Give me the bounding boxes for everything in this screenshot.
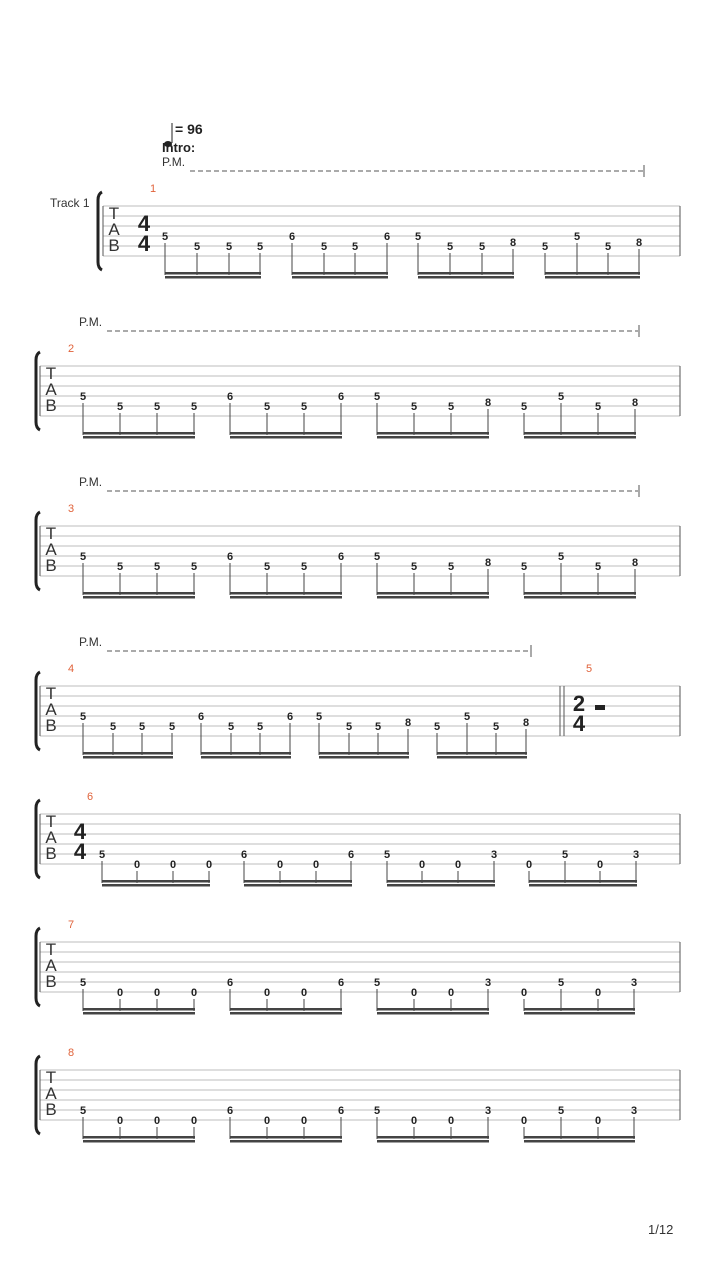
fret-number: 0: [418, 859, 426, 871]
fret-number: 3: [490, 849, 498, 861]
system-bracket: [36, 672, 40, 750]
time-signature-bottom: 4: [73, 839, 87, 864]
fret-number: 0: [312, 859, 320, 871]
fret-number: 5: [98, 849, 106, 861]
fret-number: 5: [320, 241, 328, 253]
tab-clef-letter: A: [45, 956, 57, 975]
half-rest-icon: [595, 705, 605, 710]
fret-number: 5: [373, 551, 381, 563]
beam-primary: [83, 592, 195, 595]
palm-mute-label: P.M.: [79, 475, 103, 489]
fret-number: 5: [190, 401, 198, 413]
tab-clef-letter: B: [45, 972, 57, 991]
fret-number: 0: [169, 859, 177, 871]
fret-number: 0: [594, 1115, 602, 1127]
fret-number: 5: [263, 401, 271, 413]
beam-primary: [83, 752, 173, 755]
fret-number: 8: [484, 397, 492, 409]
beam-primary: [387, 880, 495, 883]
system-bracket: [98, 192, 102, 270]
fret-number: 3: [484, 977, 492, 989]
fret-number: 3: [632, 849, 640, 861]
beam-secondary: [319, 756, 409, 759]
fret-number: 5: [383, 849, 391, 861]
fret-number: 6: [337, 977, 345, 989]
fret-number: 3: [630, 977, 638, 989]
fret-number: 5: [594, 561, 602, 573]
fret-number: 5: [351, 241, 359, 253]
beam-primary: [230, 592, 342, 595]
fret-number: 5: [263, 561, 271, 573]
beam-primary: [230, 1136, 342, 1139]
beam-secondary: [377, 1140, 489, 1143]
beam-primary: [165, 272, 261, 275]
beam-primary: [545, 272, 640, 275]
section-label: Intro:: [162, 140, 196, 155]
fret-number: 8: [522, 717, 530, 729]
fret-number: 0: [263, 1115, 271, 1127]
fret-number: 0: [594, 987, 602, 999]
fret-number: 5: [594, 401, 602, 413]
fret-number: 5: [79, 391, 87, 403]
fret-number: 0: [596, 859, 604, 871]
fret-number: 6: [226, 1105, 234, 1117]
beam-primary: [524, 592, 636, 595]
fret-number: 0: [153, 1115, 161, 1127]
page-number: 1/12: [648, 1222, 674, 1237]
fret-number: 8: [635, 237, 643, 249]
measure-number: 3: [68, 503, 75, 515]
beam-secondary: [524, 1012, 635, 1015]
fret-number: 0: [263, 987, 271, 999]
beam-primary: [377, 1008, 489, 1011]
fret-number: 6: [383, 231, 391, 243]
beam-secondary: [230, 1012, 342, 1015]
beam-primary: [244, 880, 352, 883]
fret-number: 0: [276, 859, 284, 871]
tab-clef-letter: T: [45, 364, 57, 383]
fret-number: 5: [410, 561, 418, 573]
fret-number: 5: [300, 401, 308, 413]
fret-number: 8: [631, 397, 639, 409]
beam-primary: [524, 1136, 635, 1139]
fret-number: 5: [300, 561, 308, 573]
beam-secondary: [83, 1012, 195, 1015]
measure-number: 5: [586, 663, 593, 675]
beam-primary: [319, 752, 409, 755]
palm-mute-label: P.M.: [162, 155, 186, 169]
track-name: Track 1: [50, 196, 90, 210]
fret-number: 5: [447, 401, 455, 413]
beam-secondary: [83, 596, 195, 599]
tab-clef-letter: A: [45, 380, 57, 399]
tab-clef-letter: B: [45, 716, 57, 735]
system-bracket: [36, 800, 40, 878]
fret-number: 5: [373, 1105, 381, 1117]
fret-number: 6: [240, 849, 248, 861]
palm-mute-label: P.M.: [79, 635, 103, 649]
beam-secondary: [418, 276, 514, 279]
tab-clef-letter: A: [45, 700, 57, 719]
fret-number: 6: [286, 711, 294, 723]
system-bracket: [36, 1056, 40, 1134]
beam-secondary: [230, 436, 342, 439]
beam-secondary: [230, 596, 342, 599]
beam-primary: [377, 432, 489, 435]
tab-clef-letter: T: [108, 204, 120, 223]
fret-number: 5: [374, 721, 382, 733]
fret-number: 5: [373, 977, 381, 989]
time-signature-top: 2: [572, 691, 586, 716]
fret-number: 5: [116, 561, 124, 573]
beam-secondary: [387, 884, 495, 887]
time-signature-bottom: 4: [572, 711, 586, 736]
measure-number: 8: [68, 1047, 75, 1059]
fret-number: 0: [190, 1115, 198, 1127]
measure-number: 2: [68, 343, 75, 355]
beam-primary: [230, 1008, 342, 1011]
beam-primary: [524, 432, 636, 435]
beam-secondary: [524, 436, 636, 439]
fret-number: 5: [79, 977, 87, 989]
beam-primary: [418, 272, 514, 275]
time-signature-top: 4: [73, 819, 87, 844]
beam-secondary: [377, 1012, 489, 1015]
beam-primary: [529, 880, 637, 883]
fret-number: 5: [541, 241, 549, 253]
measure-number: 4: [68, 663, 75, 675]
beam-secondary: [437, 756, 527, 759]
system-bracket: [36, 352, 40, 430]
tab-clef-letter: A: [45, 540, 57, 559]
fret-number: 5: [410, 401, 418, 413]
measure-number: 6: [87, 791, 94, 803]
fret-number: 5: [256, 721, 264, 733]
fret-number: 5: [138, 721, 146, 733]
beam-secondary: [545, 276, 640, 279]
fret-number: 6: [337, 551, 345, 563]
fret-number: 5: [520, 401, 528, 413]
fret-number: 5: [161, 231, 169, 243]
fret-number: 5: [79, 711, 87, 723]
fret-number: 5: [79, 551, 87, 563]
fret-number: 0: [525, 859, 533, 871]
fret-number: 5: [433, 721, 441, 733]
tab-clef-letter: B: [45, 556, 57, 575]
fret-number: 3: [484, 1105, 492, 1117]
beam-primary: [102, 880, 210, 883]
fret-number: 6: [337, 1105, 345, 1117]
fret-number: 5: [345, 721, 353, 733]
time-signature-bottom: 4: [137, 231, 151, 256]
fret-number: 5: [225, 241, 233, 253]
fret-number: 8: [631, 557, 639, 569]
beam-primary: [524, 1008, 635, 1011]
fret-number: 5: [414, 231, 422, 243]
fret-number: 0: [190, 987, 198, 999]
fret-number: 5: [109, 721, 117, 733]
fret-number: 5: [604, 241, 612, 253]
fret-number: 0: [447, 987, 455, 999]
fret-number: 0: [300, 1115, 308, 1127]
fret-number: 8: [509, 237, 517, 249]
fret-number: 5: [557, 1105, 565, 1117]
tempo-value: 96: [187, 121, 203, 137]
fret-number: 0: [520, 1115, 528, 1127]
tab-clef-letter: B: [45, 1100, 57, 1119]
fret-number: 0: [454, 859, 462, 871]
system-bracket: [36, 512, 40, 590]
fret-number: 0: [300, 987, 308, 999]
fret-number: 5: [79, 1105, 87, 1117]
beam-secondary: [102, 884, 210, 887]
beam-primary: [83, 1008, 195, 1011]
tab-clef-letter: T: [45, 524, 57, 543]
beam-secondary: [83, 756, 173, 759]
fret-number: 0: [153, 987, 161, 999]
beam-secondary: [244, 884, 352, 887]
fret-number: 5: [315, 711, 323, 723]
beam-secondary: [83, 1140, 195, 1143]
fret-number: 6: [197, 711, 205, 723]
tab-clef-letter: T: [45, 1068, 57, 1087]
beam-primary: [230, 432, 342, 435]
tab-clef-letter: A: [45, 1084, 57, 1103]
fret-number: 0: [116, 1115, 124, 1127]
beam-primary: [83, 1136, 195, 1139]
measure-number: 1: [150, 183, 157, 195]
fret-number: 6: [347, 849, 355, 861]
beam-primary: [292, 272, 388, 275]
fret-number: 6: [226, 551, 234, 563]
beam-secondary: [377, 436, 489, 439]
fret-number: 6: [337, 391, 345, 403]
beam-secondary: [377, 596, 489, 599]
fret-number: 5: [373, 391, 381, 403]
beam-secondary: [201, 756, 291, 759]
beam-secondary: [524, 1140, 635, 1143]
beam-secondary: [524, 596, 636, 599]
fret-number: 5: [190, 561, 198, 573]
beam-primary: [83, 432, 195, 435]
tab-clef-letter: A: [108, 220, 120, 239]
fret-number: 0: [520, 987, 528, 999]
fret-number: 0: [410, 1115, 418, 1127]
fret-number: 5: [256, 241, 264, 253]
tab-clef-letter: B: [108, 236, 120, 255]
tab-clef-letter: B: [45, 844, 57, 863]
fret-number: 5: [557, 977, 565, 989]
measure-number: 7: [68, 919, 75, 931]
fret-number: 0: [410, 987, 418, 999]
fret-number: 3: [630, 1105, 638, 1117]
fret-number: 0: [447, 1115, 455, 1127]
fret-number: 5: [168, 721, 176, 733]
beam-secondary: [83, 436, 195, 439]
fret-number: 6: [288, 231, 296, 243]
fret-number: 0: [116, 987, 124, 999]
beam-primary: [377, 1136, 489, 1139]
fret-number: 0: [205, 859, 213, 871]
system-bracket: [36, 928, 40, 1006]
fret-number: 6: [226, 977, 234, 989]
time-signature-top: 4: [137, 211, 151, 236]
beam-secondary: [292, 276, 388, 279]
tempo-prefix: =: [175, 121, 184, 137]
beam-primary: [201, 752, 291, 755]
fret-number: 5: [227, 721, 235, 733]
fret-number: 8: [484, 557, 492, 569]
beam-secondary: [529, 884, 637, 887]
fret-number: 5: [153, 401, 161, 413]
fret-number: 5: [446, 241, 454, 253]
fret-number: 5: [557, 551, 565, 563]
fret-number: 5: [492, 721, 500, 733]
fret-number: 5: [478, 241, 486, 253]
beam-primary: [437, 752, 527, 755]
fret-number: 6: [226, 391, 234, 403]
fret-number: 0: [133, 859, 141, 871]
fret-number: 5: [573, 231, 581, 243]
beam-secondary: [230, 1140, 342, 1143]
fret-number: 5: [557, 391, 565, 403]
tab-clef-letter: A: [45, 828, 57, 847]
fret-number: 5: [193, 241, 201, 253]
beam-secondary: [165, 276, 261, 279]
tab-clef-letter: B: [45, 396, 57, 415]
beam-primary: [377, 592, 489, 595]
fret-number: 5: [153, 561, 161, 573]
fret-number: 5: [561, 849, 569, 861]
fret-number: 5: [463, 711, 471, 723]
tab-clef-letter: T: [45, 940, 57, 959]
tab-clef-letter: T: [45, 684, 57, 703]
palm-mute-label: P.M.: [79, 315, 103, 329]
fret-number: 5: [447, 561, 455, 573]
tab-clef-letter: T: [45, 812, 57, 831]
fret-number: 5: [116, 401, 124, 413]
fret-number: 8: [404, 717, 412, 729]
fret-number: 5: [520, 561, 528, 573]
